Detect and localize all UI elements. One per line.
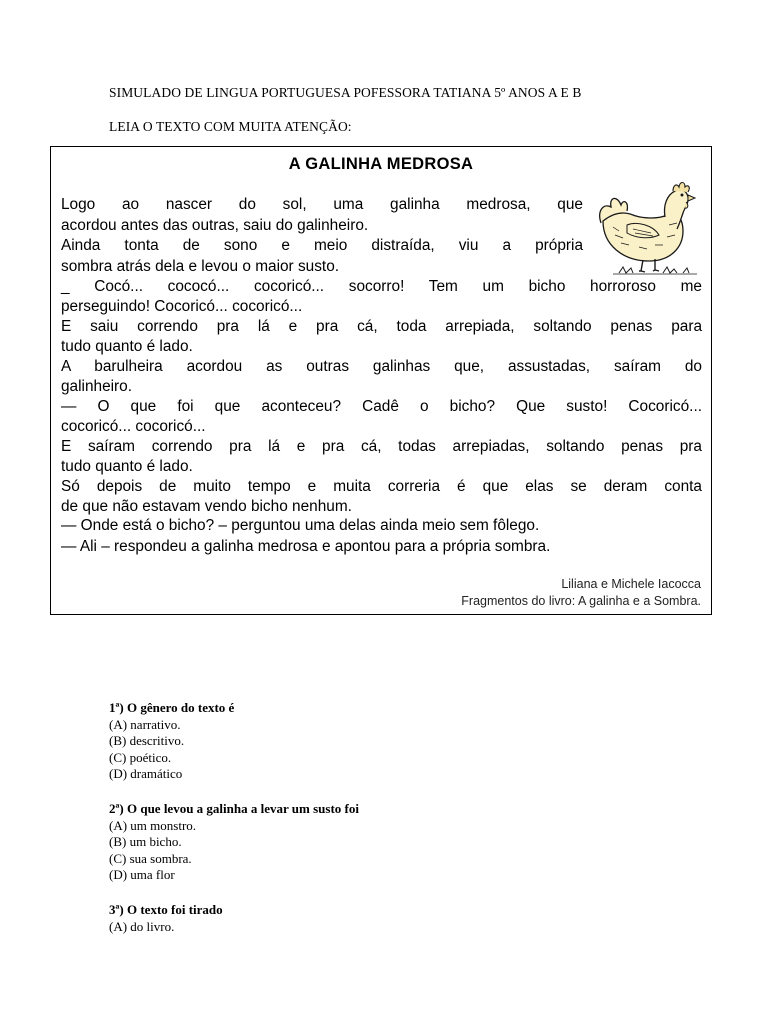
- question-2: [109, 801, 359, 884]
- story-line: sombra atrás dela e levou o maior susto.: [61, 258, 340, 275]
- story-line: de que não estavam vendo bicho nenhum.: [61, 498, 352, 515]
- story-line: cocoricó... cocoricó...: [61, 418, 206, 435]
- story-line: tudo quanto é lado.: [61, 458, 193, 475]
- answer-option: (A) do livro.: [109, 918, 175, 934]
- story-line: Só depois de muito tempo e muita correria é que elas se deram conta: [61, 478, 702, 495]
- story-line: galinheiro.: [61, 378, 133, 395]
- answer-option: (A) narrativo.: [109, 716, 181, 732]
- question-title: 3ª) O texto foi tirado: [109, 902, 223, 917]
- story-line: — Ali – respondeu a galinha medrosa e apontou para a própria sombra.: [61, 538, 551, 555]
- story-line: Ainda tonta de sono e meio distraída, viu a própria: [61, 237, 583, 254]
- story-line: tudo quanto é lado.: [61, 338, 193, 355]
- credit-source: Fragmentos do livro: A galinha e a Sombra.: [461, 594, 701, 608]
- story-title: A GALINHA MEDROSA: [288, 155, 474, 173]
- story-line: E saiu correndo pra lá e pra cá, toda arrepiada, soltando penas para: [61, 318, 702, 335]
- story-line: perseguindo! Cocoricó... cocoricó...: [61, 298, 303, 315]
- document-title: SIMULADO DE LINGUA PORTUGUESA POFESSORA TATIANA 5º ANOS A E B: [109, 85, 582, 100]
- story-text-box: [50, 146, 712, 615]
- question-3: [109, 902, 223, 935]
- answer-option: (D) dramático: [109, 766, 183, 782]
- hen-illustration: [593, 175, 705, 279]
- answer-option: (D) uma flor: [109, 867, 175, 883]
- reading-instruction: LEIA O TEXTO COM MUITA ATENÇÃO:: [109, 119, 352, 134]
- story-line: E saíram correndo pra lá e pra cá, todas arrepiadas, soltando penas pra: [61, 438, 702, 455]
- story-line: — Onde está o bicho? – perguntou uma delas ainda meio sem fôlego.: [61, 517, 540, 534]
- story-line: Logo ao nascer do sol, uma galinha medrosa, que: [61, 196, 583, 213]
- question-1: [109, 700, 234, 783]
- story-line: acordou antes das outras, saiu do galinheiro.: [61, 217, 369, 234]
- story-line: — O que foi que aconteceu? Cadê o bicho? Que susto! Cocoricó...: [61, 398, 702, 415]
- story-line: _ Cocó... cococó... cocoricó... socorro! Tem um bicho horroroso me: [61, 278, 702, 295]
- credit-authors: Liliana e Michele Iacocca: [561, 577, 701, 591]
- answer-option: (B) um bicho.: [109, 834, 182, 850]
- answer-option: (A) um monstro.: [109, 817, 197, 833]
- answer-option: (C) sua sombra.: [109, 850, 192, 866]
- question-title: 2ª) O que levou a galinha a levar um susto foi: [109, 801, 359, 816]
- story-line: A barulheira acordou as outras galinhas que, assustadas, saíram do: [61, 358, 702, 375]
- answer-option: (C) poético.: [109, 749, 172, 765]
- question-title: 1ª) O gênero do texto é: [109, 700, 235, 715]
- answer-option: (B) descritivo.: [109, 733, 185, 749]
